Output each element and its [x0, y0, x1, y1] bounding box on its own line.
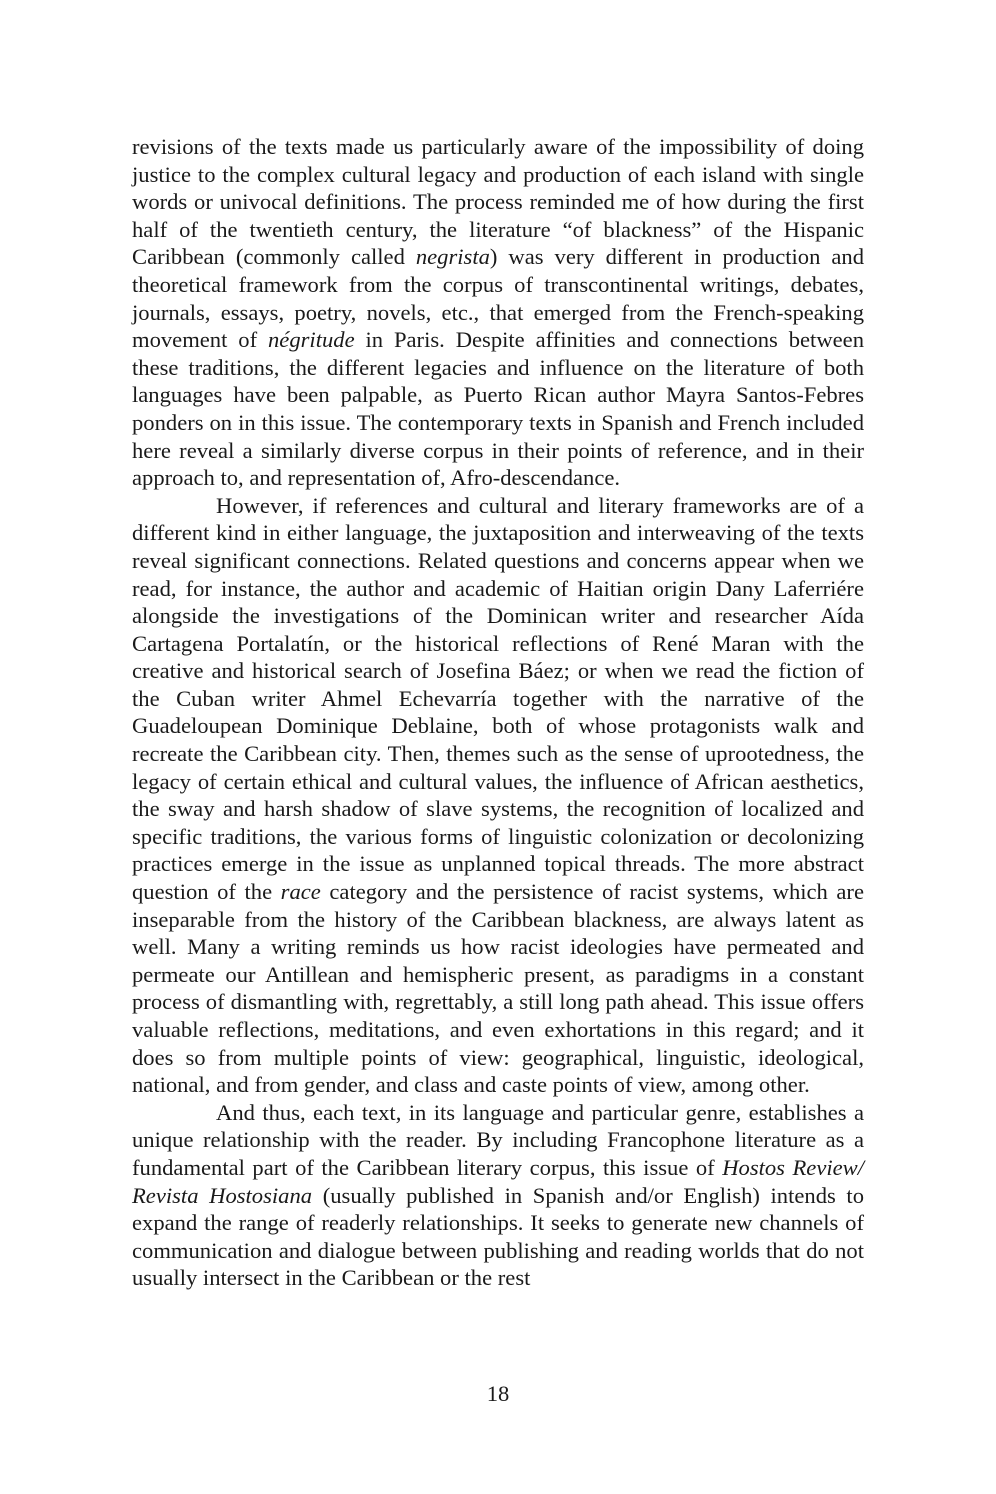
- paragraph: [132, 1099, 864, 1292]
- text-run: category and the persistence of racist systems, which are inseparable from the history of the Caribbean blackness, are always latent as well. Many a writing reminds us how racist ideologies have permeated and permeate our Antillean and hemispheric present, as paradigms in a constant process of dismantling with, regrettably, a still long path ahead. This issue offers valuable reflections, meditations, and even exhortations in this regard; and it does so from multiple points of view: geographical, linguistic, ideological, national, and from gender, and class and caste points of view, among other.: [132, 879, 864, 1098]
- italic-text: race: [280, 879, 321, 905]
- text-run: revisions of the texts made us particularly aware of the impossibility of doing justice to the complex cultural legacy and production of each island with single words or univocal definitions. The process reminded me of how during the first half of the twentieth century, the literature “of blackness” of the Hispanic Caribbean (commonly called: [132, 134, 864, 270]
- paragraph: [132, 492, 864, 1099]
- text-run: And thus, each text, in its language and particular genre, establishes a unique relationship with the reader. By including Francophone literature as a fundamental part of the Caribbean literary corpus, this issue of: [132, 1099, 864, 1180]
- page-number: 18: [486, 1381, 510, 1406]
- paragraph: [132, 133, 864, 492]
- italic-text: négritude: [268, 327, 355, 353]
- italic-text: negrista: [415, 244, 490, 270]
- document-body: [132, 133, 864, 1292]
- text-run: (usually published in Spanish and/or English) intends to expand the range of readerly relationships. It seeks to generate new channels of communication and dialogue between publishing and reading worlds that do not usually intersect in the Caribbean or the rest: [132, 1182, 864, 1291]
- text-run: in Paris. Despite affinities and connections between these traditions, the different legacies and influence on the literature of both languages have been palpable, as Puerto Rican author Mayra Santos-Febres ponders on in this issue. The contemporary texts in Spanish and French included here reveal a similarly diverse corpus in their points of reference, and in their approach to, and representation of, Afro-descendance.: [132, 327, 865, 491]
- text-run: However, if references and cultural and literary frameworks are of a different kind in either language, the juxtaposition and interweaving of the texts reveal significant connections. Related questions and concerns appear when we read, for instance, the author and academic of Haitian origin Dany Laferriére alongside the investigations of the Dominican writer and researcher Aída Cartagena Portalatín, or the historical reflections of René Maran with the creative and historical search of Josefina Báez; or when we read the fiction of the Cuban writer Ahmel Echevarría together with the narrative of the Guadeloupean Dominique Deblaine, both of whose protagonists walk and recreate the Caribbean city. Then, themes such as the sense of uprootedness, the legacy of certain ethical and cultural values, the influence of African aesthetics, the sway and harsh shadow of slave systems, the recognition of localized and specific traditions, the various forms of linguistic colonization or decolonizing practices emerge in the issue as unplanned topical threads. The more abstract question of the: [132, 492, 864, 905]
- text-run: ) was very different in production and theoretical framework from the corpus of transcontinental writings, debates, journals, essays, poetry, novels, etc., that emerged from the French-speaking movement of: [132, 244, 864, 353]
- italic-text: Hostos Review/ Revista Hostosiana: [132, 1154, 864, 1208]
